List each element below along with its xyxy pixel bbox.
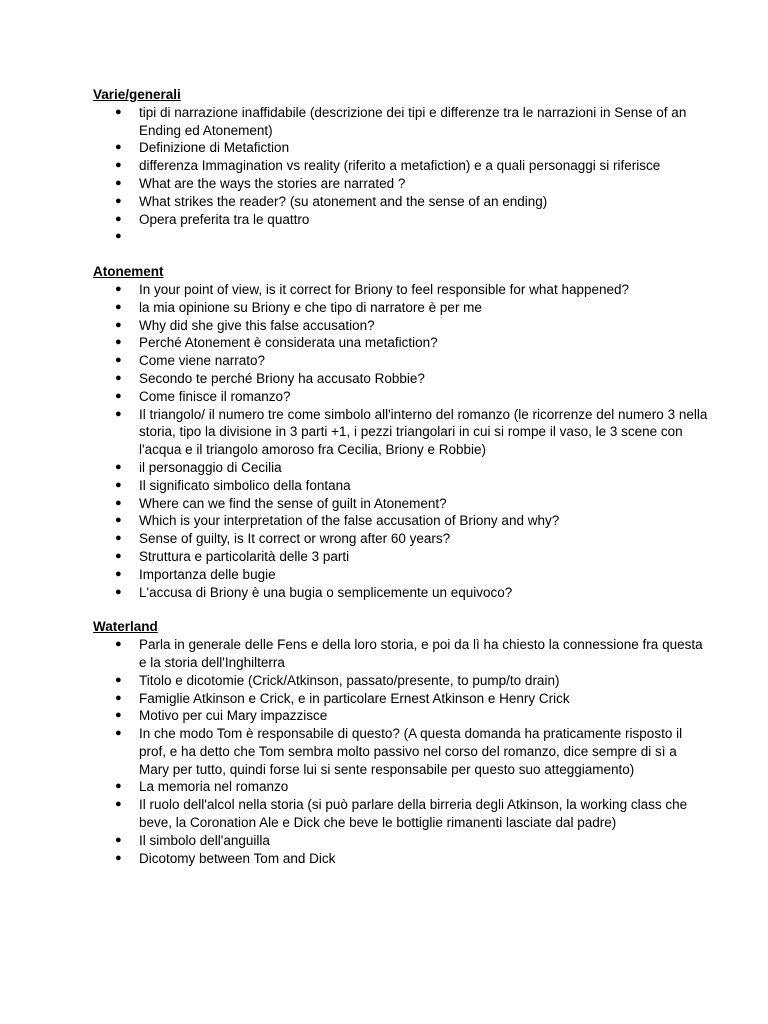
bullet-icon: ●: [115, 407, 122, 420]
bullet-icon: ●: [115, 727, 122, 740]
list-item: [93, 725, 708, 778]
bullet-icon: ●: [115, 194, 122, 207]
list-item: [93, 530, 708, 548]
bullet-icon: ●: [115, 851, 122, 864]
bullet-icon: ●: [115, 496, 122, 509]
list-item-text: differenza Immagination vs reality (riferito a metafiction) e a quali personaggi si riferisce: [139, 158, 661, 174]
list-item-text: Definizione di Metafiction: [139, 140, 290, 156]
list-item: [93, 139, 708, 157]
bullet-icon: ●: [115, 532, 122, 545]
list-item-text: Opera preferita tra le quattro: [139, 211, 310, 227]
list-item: [93, 690, 708, 708]
list-item: [93, 796, 708, 832]
section-heading: Varie/generali: [93, 87, 181, 102]
section-heading: Waterland: [93, 619, 158, 635]
list-item-text: Importanza delle bugie: [139, 566, 276, 582]
list-item: [93, 778, 708, 796]
list-item-text: Parla in generale delle Fens e della loro storia, e poi da lì ha chiesto la connessione fra questa e la storia dell'Inghilterra: [139, 637, 703, 670]
bullet-icon: ●: [115, 460, 122, 473]
list-item-text: Secondo te perché Briony ha accusato Robbie?: [139, 370, 425, 386]
list-item-text: Come finisce il romanzo?: [139, 388, 291, 404]
list-item: [93, 281, 708, 299]
list-item-text: In your point of view, is it correct for Briony to feel responsible for what happened?: [139, 281, 630, 297]
list-item-text: tipi di narrazione inaffidabile (descrizione dei tipi e differenze tra le narrazioni in Sense of an Ending ed Atonement): [139, 104, 687, 138]
bullet-icon: ●: [115, 230, 122, 243]
bullet-icon: ●: [115, 673, 122, 686]
list-item-text: la mia opinione su Briony e che tipo di narratore è per me: [139, 299, 482, 315]
list-item: [93, 495, 708, 513]
bullet-icon: ●: [115, 159, 122, 172]
bullet-icon: ●: [115, 336, 122, 349]
list-item: [93, 317, 708, 335]
list-item: [93, 193, 708, 211]
bullet-icon: ●: [115, 371, 122, 384]
bullet-icon: ●: [115, 212, 122, 225]
list-item: [93, 566, 708, 584]
list-item: [93, 299, 708, 317]
list-item-text: Why did she give this false accusation?: [139, 317, 375, 333]
list-item: [93, 548, 708, 566]
bullet-icon: ●: [115, 833, 122, 846]
bullet-icon: ●: [115, 318, 122, 331]
bullet-icon: ●: [115, 141, 122, 154]
list-item-text: Dicotomy between Tom and Dick: [139, 850, 336, 866]
list-item-text: Titolo e dicotomie (Crick/Atkinson, passato/presente, to pump/to drain): [139, 672, 560, 688]
bullet-list: [93, 636, 708, 867]
list-item-text: Il significato simbolico della fontana: [139, 477, 351, 493]
list-item-text: Come viene narrato?: [139, 353, 266, 369]
list-item-text: Perché Atonement è considerata una metafiction?: [139, 335, 438, 351]
list-item-text: Famiglie Atkinson e Crick, e in particolare Ernest Atkinson e Henry Crick: [139, 690, 570, 706]
bullet-icon: ●: [115, 478, 122, 491]
list-item-text: L'accusa di Briony è una bugia o semplicemente un equivoco?: [139, 584, 513, 600]
bullet-icon: ●: [115, 105, 122, 118]
list-item: [93, 211, 708, 229]
bullet-icon: ●: [115, 709, 122, 722]
list-item: [93, 388, 708, 406]
list-item-text: Il ruolo dell'alcol nella storia (si può parlare della birreria degli Atkinson, la working class che beve, la Coronation Ale e Dick che beve le bottiglie rimanenti lasciate dal padre): [139, 797, 688, 831]
bullet-icon: ●: [115, 638, 122, 651]
section-varie-generali: [93, 86, 708, 246]
bullet-list: [93, 104, 708, 246]
list-item: [93, 334, 708, 352]
list-item: [93, 477, 708, 495]
bullet-icon: ●: [115, 300, 122, 313]
list-item-text: What are the ways the stories are narrated ?: [139, 175, 406, 191]
bullet-icon: ●: [115, 798, 122, 811]
bullet-icon: ●: [115, 585, 122, 598]
list-item: [93, 104, 708, 140]
section-heading: Atonement: [93, 264, 164, 280]
section-waterland: [93, 618, 708, 867]
list-item: [93, 370, 708, 388]
bullet-icon: ●: [115, 354, 122, 367]
bullet-icon: ●: [115, 691, 122, 704]
list-item-text: Sense of guilty, is It correct or wrong after 60 years?: [139, 531, 451, 547]
list-item: [93, 850, 708, 868]
list-item-text: Il triangolo/ il numero tre come simbolo all'interno del romanzo (le ricorrenze del numero 3 nella storia, tipo la divisione in 3 parti +1, i pezzi triangolari in cui si rompe il vaso, le 3 scene con l'acqua e il triangolo amoroso fra Cecilia, Briony e Robbie): [139, 406, 708, 458]
list-item: [93, 512, 708, 530]
list-item: [93, 459, 708, 477]
list-item: [93, 175, 708, 193]
bullet-icon: ●: [115, 389, 122, 402]
list-item: [93, 584, 708, 602]
list-item: [93, 672, 708, 690]
list-item: [93, 352, 708, 370]
bullet-icon: ●: [115, 549, 122, 562]
list-item-text: Struttura e particolarità delle 3 parti: [139, 548, 350, 564]
list-item-text: Il simbolo dell'anguilla: [139, 832, 270, 848]
list-item: [93, 228, 708, 246]
list-item-text: Where can we find the sense of guilt in Atonement?: [139, 495, 447, 511]
list-item-text: il personaggio di Cecilia: [139, 459, 282, 475]
section-atonement: [93, 263, 708, 601]
list-item: [93, 707, 708, 725]
list-item-text: Which is your interpretation of the false accusation of Briony and why?: [139, 513, 560, 529]
bullet-icon: ●: [115, 567, 122, 580]
list-item-text: In che modo Tom è responsabile di questo? (A questa domanda ha praticamente risposto il prof, e ha detto che Tom sembra molto passivo nel corso del romanzo, dice sempre di sì a Mary per tutto, quindi forse lui si sente responsabile per questo suo atteggiamento): [139, 726, 683, 777]
list-item: [93, 406, 708, 459]
bullet-icon: ●: [115, 176, 122, 189]
list-item-text: La memoria nel romanzo: [139, 779, 289, 795]
bullet-icon: ●: [115, 780, 122, 793]
bullet-icon: ●: [115, 282, 122, 295]
list-item: [93, 157, 708, 175]
list-item: [93, 832, 708, 850]
bullet-icon: ●: [115, 514, 122, 527]
list-item: [93, 636, 708, 672]
bullet-list: [93, 281, 708, 601]
list-item-text: Motivo per cui Mary impazzisce: [139, 708, 328, 724]
list-item-text: What strikes the reader? (su atonement and the sense of an ending): [139, 193, 548, 209]
